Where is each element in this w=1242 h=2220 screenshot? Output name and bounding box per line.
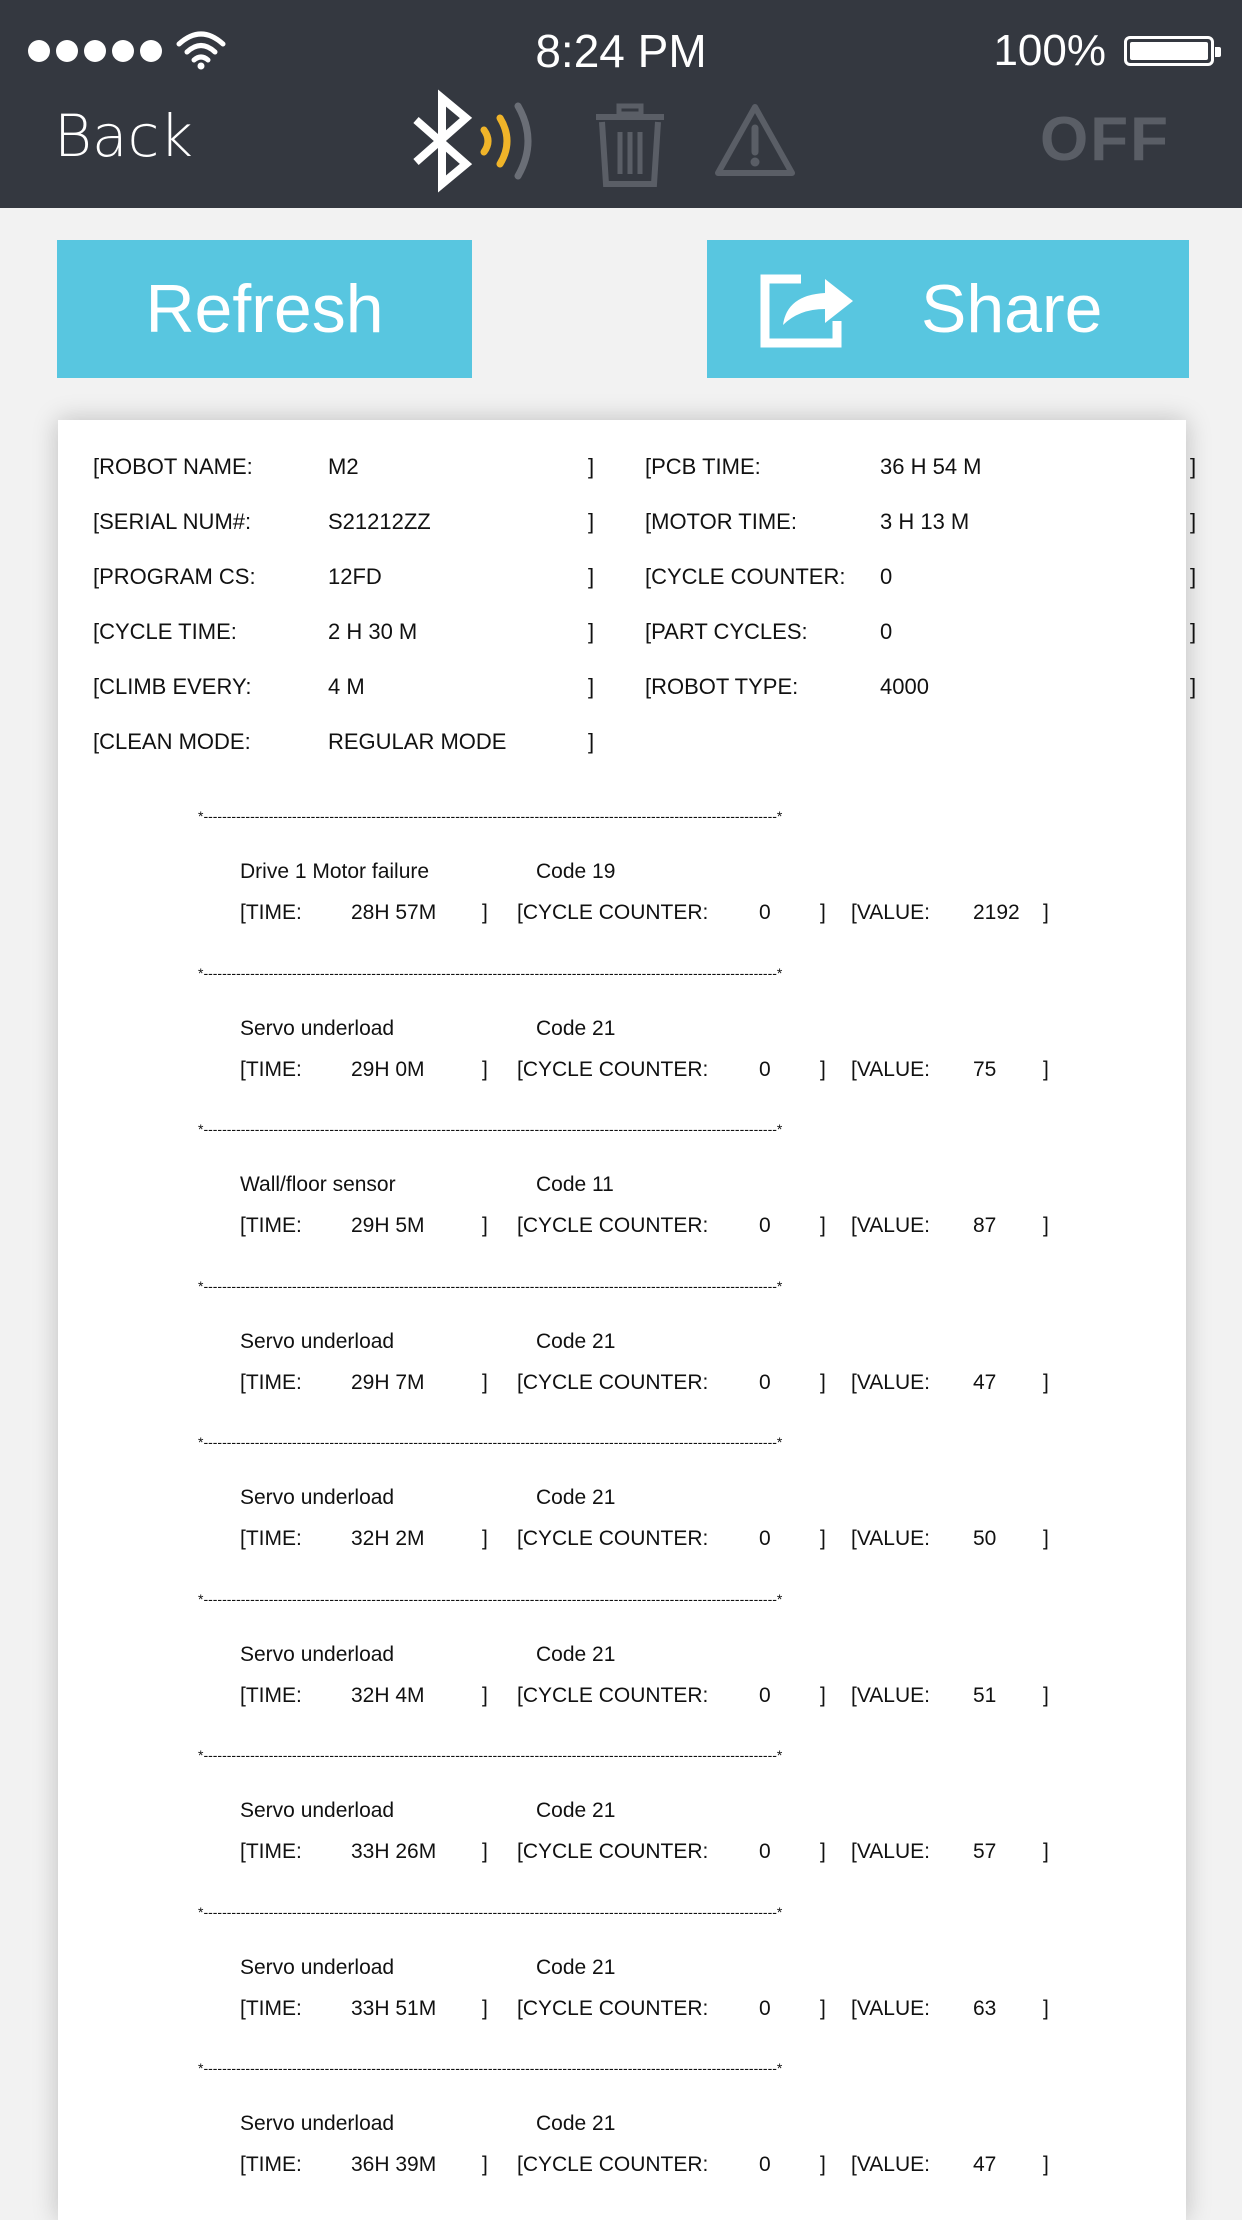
bluetooth-icon[interactable] xyxy=(408,96,548,186)
bracket: ] xyxy=(1043,1840,1049,1863)
info-value: 0 xyxy=(880,619,893,644)
bracket: ] xyxy=(820,1370,826,1394)
time-label: [TIME: xyxy=(240,2153,302,2176)
value-value: 57 xyxy=(973,1840,997,1863)
cycle-counter-value: 0 xyxy=(759,901,771,924)
info-value: S21212ZZ xyxy=(328,509,431,534)
value-label: [VALUE: xyxy=(851,2153,930,2176)
cycle-counter-value: 0 xyxy=(759,1057,771,1081)
error-code: Code 21 xyxy=(536,1486,616,1509)
error-code: Code 21 xyxy=(536,2112,616,2135)
warning-icon[interactable] xyxy=(714,102,796,178)
value-label: [VALUE: xyxy=(851,1214,930,1237)
info-row-left xyxy=(93,454,613,482)
info-bracket: ] xyxy=(588,564,595,589)
value-label: [VALUE: xyxy=(851,1057,930,1081)
bracket: ] xyxy=(1043,901,1049,924)
time-label: [TIME: xyxy=(240,1214,302,1237)
info-row-left xyxy=(93,619,613,647)
refresh-button[interactable] xyxy=(57,240,472,378)
share-icon xyxy=(759,269,859,349)
info-label: [MOTOR TIME: xyxy=(645,509,797,534)
bracket: ] xyxy=(482,1683,488,1707)
info-label: [ROBOT NAME: xyxy=(93,454,253,479)
battery-percentage: 100% xyxy=(993,26,1106,75)
cycle-counter-label: [CYCLE COUNTER: xyxy=(517,1527,709,1550)
bracket: ] xyxy=(1043,1527,1049,1550)
value-label: [VALUE: xyxy=(851,901,930,924)
info-value: 12FD xyxy=(328,564,382,589)
time-value: 36H 39M xyxy=(351,2153,437,2176)
cycle-counter-label: [CYCLE COUNTER: xyxy=(517,1996,709,2020)
info-row-right xyxy=(645,454,1197,482)
info-value: 4 M xyxy=(328,674,365,699)
info-bracket: ] xyxy=(588,454,595,479)
cycle-counter-value: 0 xyxy=(759,1996,771,2020)
value-value: 50 xyxy=(973,1527,997,1550)
info-bracket: ] xyxy=(1190,674,1197,699)
bracket: ] xyxy=(820,1840,826,1863)
cycle-counter-label: [CYCLE COUNTER: xyxy=(517,2153,709,2176)
bracket: ] xyxy=(1043,1996,1049,2020)
bracket: ] xyxy=(820,1214,826,1237)
info-label: [PROGRAM CS: xyxy=(93,564,256,589)
time-label: [TIME: xyxy=(240,1683,302,1707)
cycle-counter-value: 0 xyxy=(759,1214,771,1237)
error-title: Servo underload xyxy=(240,1016,395,1040)
info-label: [CLIMB EVERY: xyxy=(93,674,252,699)
share-button[interactable] xyxy=(707,240,1189,378)
power-toggle[interactable]: OFF xyxy=(1040,105,1170,174)
info-row-right xyxy=(645,509,1197,537)
bracket: ] xyxy=(482,1996,488,2020)
value-value: 87 xyxy=(973,1214,997,1237)
info-row-left xyxy=(93,509,613,537)
bracket: ] xyxy=(820,1683,826,1707)
info-value: 2 H 30 M xyxy=(328,619,418,644)
info-row-left xyxy=(93,729,613,757)
info-row-right xyxy=(645,564,1197,592)
cycle-counter-value: 0 xyxy=(759,1840,771,1863)
error-code: Code 21 xyxy=(536,1955,616,1979)
error-title: Servo underload xyxy=(240,1955,395,1979)
cycle-counter-label: [CYCLE COUNTER: xyxy=(517,1057,709,1081)
error-title: Servo underload xyxy=(240,1642,395,1666)
cycle-counter-value: 0 xyxy=(759,2153,771,2176)
info-label: [SERIAL NUM#: xyxy=(93,509,252,534)
back-button[interactable]: Back xyxy=(54,102,193,170)
time-value: 29H 5M xyxy=(351,1214,425,1237)
error-title: Drive 1 Motor failure xyxy=(240,860,430,883)
value-value: 51 xyxy=(973,1683,997,1707)
report-document[interactable] xyxy=(58,420,1197,2220)
cycle-counter-label: [CYCLE COUNTER: xyxy=(517,1214,709,1237)
bracket: ] xyxy=(482,1370,488,1394)
time-value: 32H 2M xyxy=(351,1527,425,1550)
info-bracket: ] xyxy=(588,509,595,534)
error-code: Code 21 xyxy=(536,1329,616,1353)
time-value: 33H 26M xyxy=(351,1840,437,1863)
info-bracket: ] xyxy=(1190,564,1197,589)
info-value: REGULAR MODE xyxy=(328,729,507,754)
bracket: ] xyxy=(1043,1370,1049,1394)
time-label: [TIME: xyxy=(240,1057,302,1081)
bracket: ] xyxy=(820,1527,826,1550)
info-bracket: ] xyxy=(1190,619,1197,644)
info-row-right xyxy=(645,674,1197,702)
cycle-counter-label: [CYCLE COUNTER: xyxy=(517,901,709,924)
separator-line: *---------------------------------------------------------------------------------------------------------------------------* xyxy=(198,808,783,824)
bracket: ] xyxy=(482,1840,488,1863)
info-value: 0 xyxy=(880,564,893,589)
value-value: 63 xyxy=(973,1996,997,2020)
separator-line: *---------------------------------------------------------------------------------------------------------------------------* xyxy=(198,1590,783,1607)
info-value: 3 H 13 M xyxy=(880,509,970,534)
info-bracket: ] xyxy=(588,619,595,644)
error-title: Servo underload xyxy=(240,1799,395,1822)
separator-line: *---------------------------------------------------------------------------------------------------------------------------* xyxy=(198,2060,783,2076)
error-title: Servo underload xyxy=(240,1329,395,1353)
value-label: [VALUE: xyxy=(851,1370,930,1394)
bracket: ] xyxy=(820,901,826,924)
error-code: Code 21 xyxy=(536,1642,616,1666)
separator-line: *---------------------------------------------------------------------------------------------------------------------------* xyxy=(198,1434,783,1450)
time-label: [TIME: xyxy=(240,1527,302,1550)
time-value: 29H 0M xyxy=(351,1057,425,1081)
cycle-counter-label: [CYCLE COUNTER: xyxy=(517,1370,709,1394)
info-bracket: ] xyxy=(1190,454,1197,479)
trash-icon[interactable] xyxy=(592,104,668,186)
error-code: Code 21 xyxy=(536,1016,616,1040)
bracket: ] xyxy=(1043,1683,1049,1707)
bracket: ] xyxy=(482,1527,488,1550)
time-value: 33H 51M xyxy=(351,1996,437,2020)
status-time: 8:24 PM xyxy=(535,25,707,77)
info-value: 4000 xyxy=(880,674,929,699)
navigation-bar xyxy=(0,0,1242,208)
bracket: ] xyxy=(1043,1057,1049,1081)
error-title: Servo underload xyxy=(240,2112,395,2135)
cycle-counter-value: 0 xyxy=(759,1527,771,1550)
bracket: ] xyxy=(482,1214,488,1237)
info-label: [PCB TIME: xyxy=(645,454,761,479)
info-bracket: ] xyxy=(588,729,595,754)
bracket: ] xyxy=(1043,1214,1049,1237)
cycle-counter-value: 0 xyxy=(759,1683,771,1707)
separator-line: *---------------------------------------------------------------------------------------------------------------------------* xyxy=(198,1747,783,1763)
info-value: M2 xyxy=(328,454,359,479)
info-row-left xyxy=(93,564,613,592)
time-value: 32H 4M xyxy=(351,1683,425,1707)
info-bracket: ] xyxy=(588,674,595,699)
separator-line: *---------------------------------------------------------------------------------------------------------------------------* xyxy=(198,1277,783,1294)
info-label: [PART CYCLES: xyxy=(645,619,808,644)
share-button-label: Share xyxy=(921,271,1103,347)
value-value: 47 xyxy=(973,1370,997,1394)
info-row-left xyxy=(93,674,613,702)
value-label: [VALUE: xyxy=(851,1683,930,1707)
value-value: 2192 xyxy=(973,901,1020,924)
info-label: [CYCLE TIME: xyxy=(93,619,237,644)
info-label: [CYCLE COUNTER: xyxy=(645,564,846,589)
value-value: 75 xyxy=(973,1057,997,1081)
bracket: ] xyxy=(820,1996,826,2020)
status-bar xyxy=(0,0,1242,100)
bracket: ] xyxy=(1043,2153,1049,2176)
time-value: 28H 57M xyxy=(351,901,437,924)
error-title: Servo underload xyxy=(240,1486,395,1509)
time-label: [TIME: xyxy=(240,1840,302,1863)
info-label: [ROBOT TYPE: xyxy=(645,674,799,699)
time-label: [TIME: xyxy=(240,901,302,924)
refresh-button-label: Refresh xyxy=(145,271,384,347)
bracket: ] xyxy=(820,2153,826,2176)
bracket: ] xyxy=(482,901,488,924)
bracket: ] xyxy=(482,2153,488,2176)
time-label: [TIME: xyxy=(240,1370,302,1394)
error-code: Code 21 xyxy=(536,1799,616,1822)
separator-line: *---------------------------------------------------------------------------------------------------------------------------* xyxy=(198,1121,783,1137)
info-bracket: ] xyxy=(1190,509,1197,534)
bracket: ] xyxy=(482,1057,488,1081)
separator-line: *---------------------------------------------------------------------------------------------------------------------------* xyxy=(198,964,783,981)
time-label: [TIME: xyxy=(240,1996,302,2020)
time-value: 29H 7M xyxy=(351,1370,425,1394)
value-label: [VALUE: xyxy=(851,1527,930,1550)
info-label: [CLEAN MODE: xyxy=(93,729,251,754)
info-value: 36 H 54 M xyxy=(880,454,982,479)
cycle-counter-label: [CYCLE COUNTER: xyxy=(517,1683,709,1707)
battery-icon xyxy=(1124,36,1214,66)
info-row-right xyxy=(645,619,1197,647)
error-code: Code 19 xyxy=(536,860,616,883)
value-value: 47 xyxy=(973,2153,997,2176)
value-label: [VALUE: xyxy=(851,1840,930,1863)
separator-line: *---------------------------------------------------------------------------------------------------------------------------* xyxy=(198,1903,783,1920)
cycle-counter-label: [CYCLE COUNTER: xyxy=(517,1840,709,1863)
bracket: ] xyxy=(820,1057,826,1081)
error-code: Code 11 xyxy=(536,1173,614,1196)
value-label: [VALUE: xyxy=(851,1996,930,2020)
error-title: Wall/floor sensor xyxy=(240,1173,396,1196)
cycle-counter-value: 0 xyxy=(759,1370,771,1394)
